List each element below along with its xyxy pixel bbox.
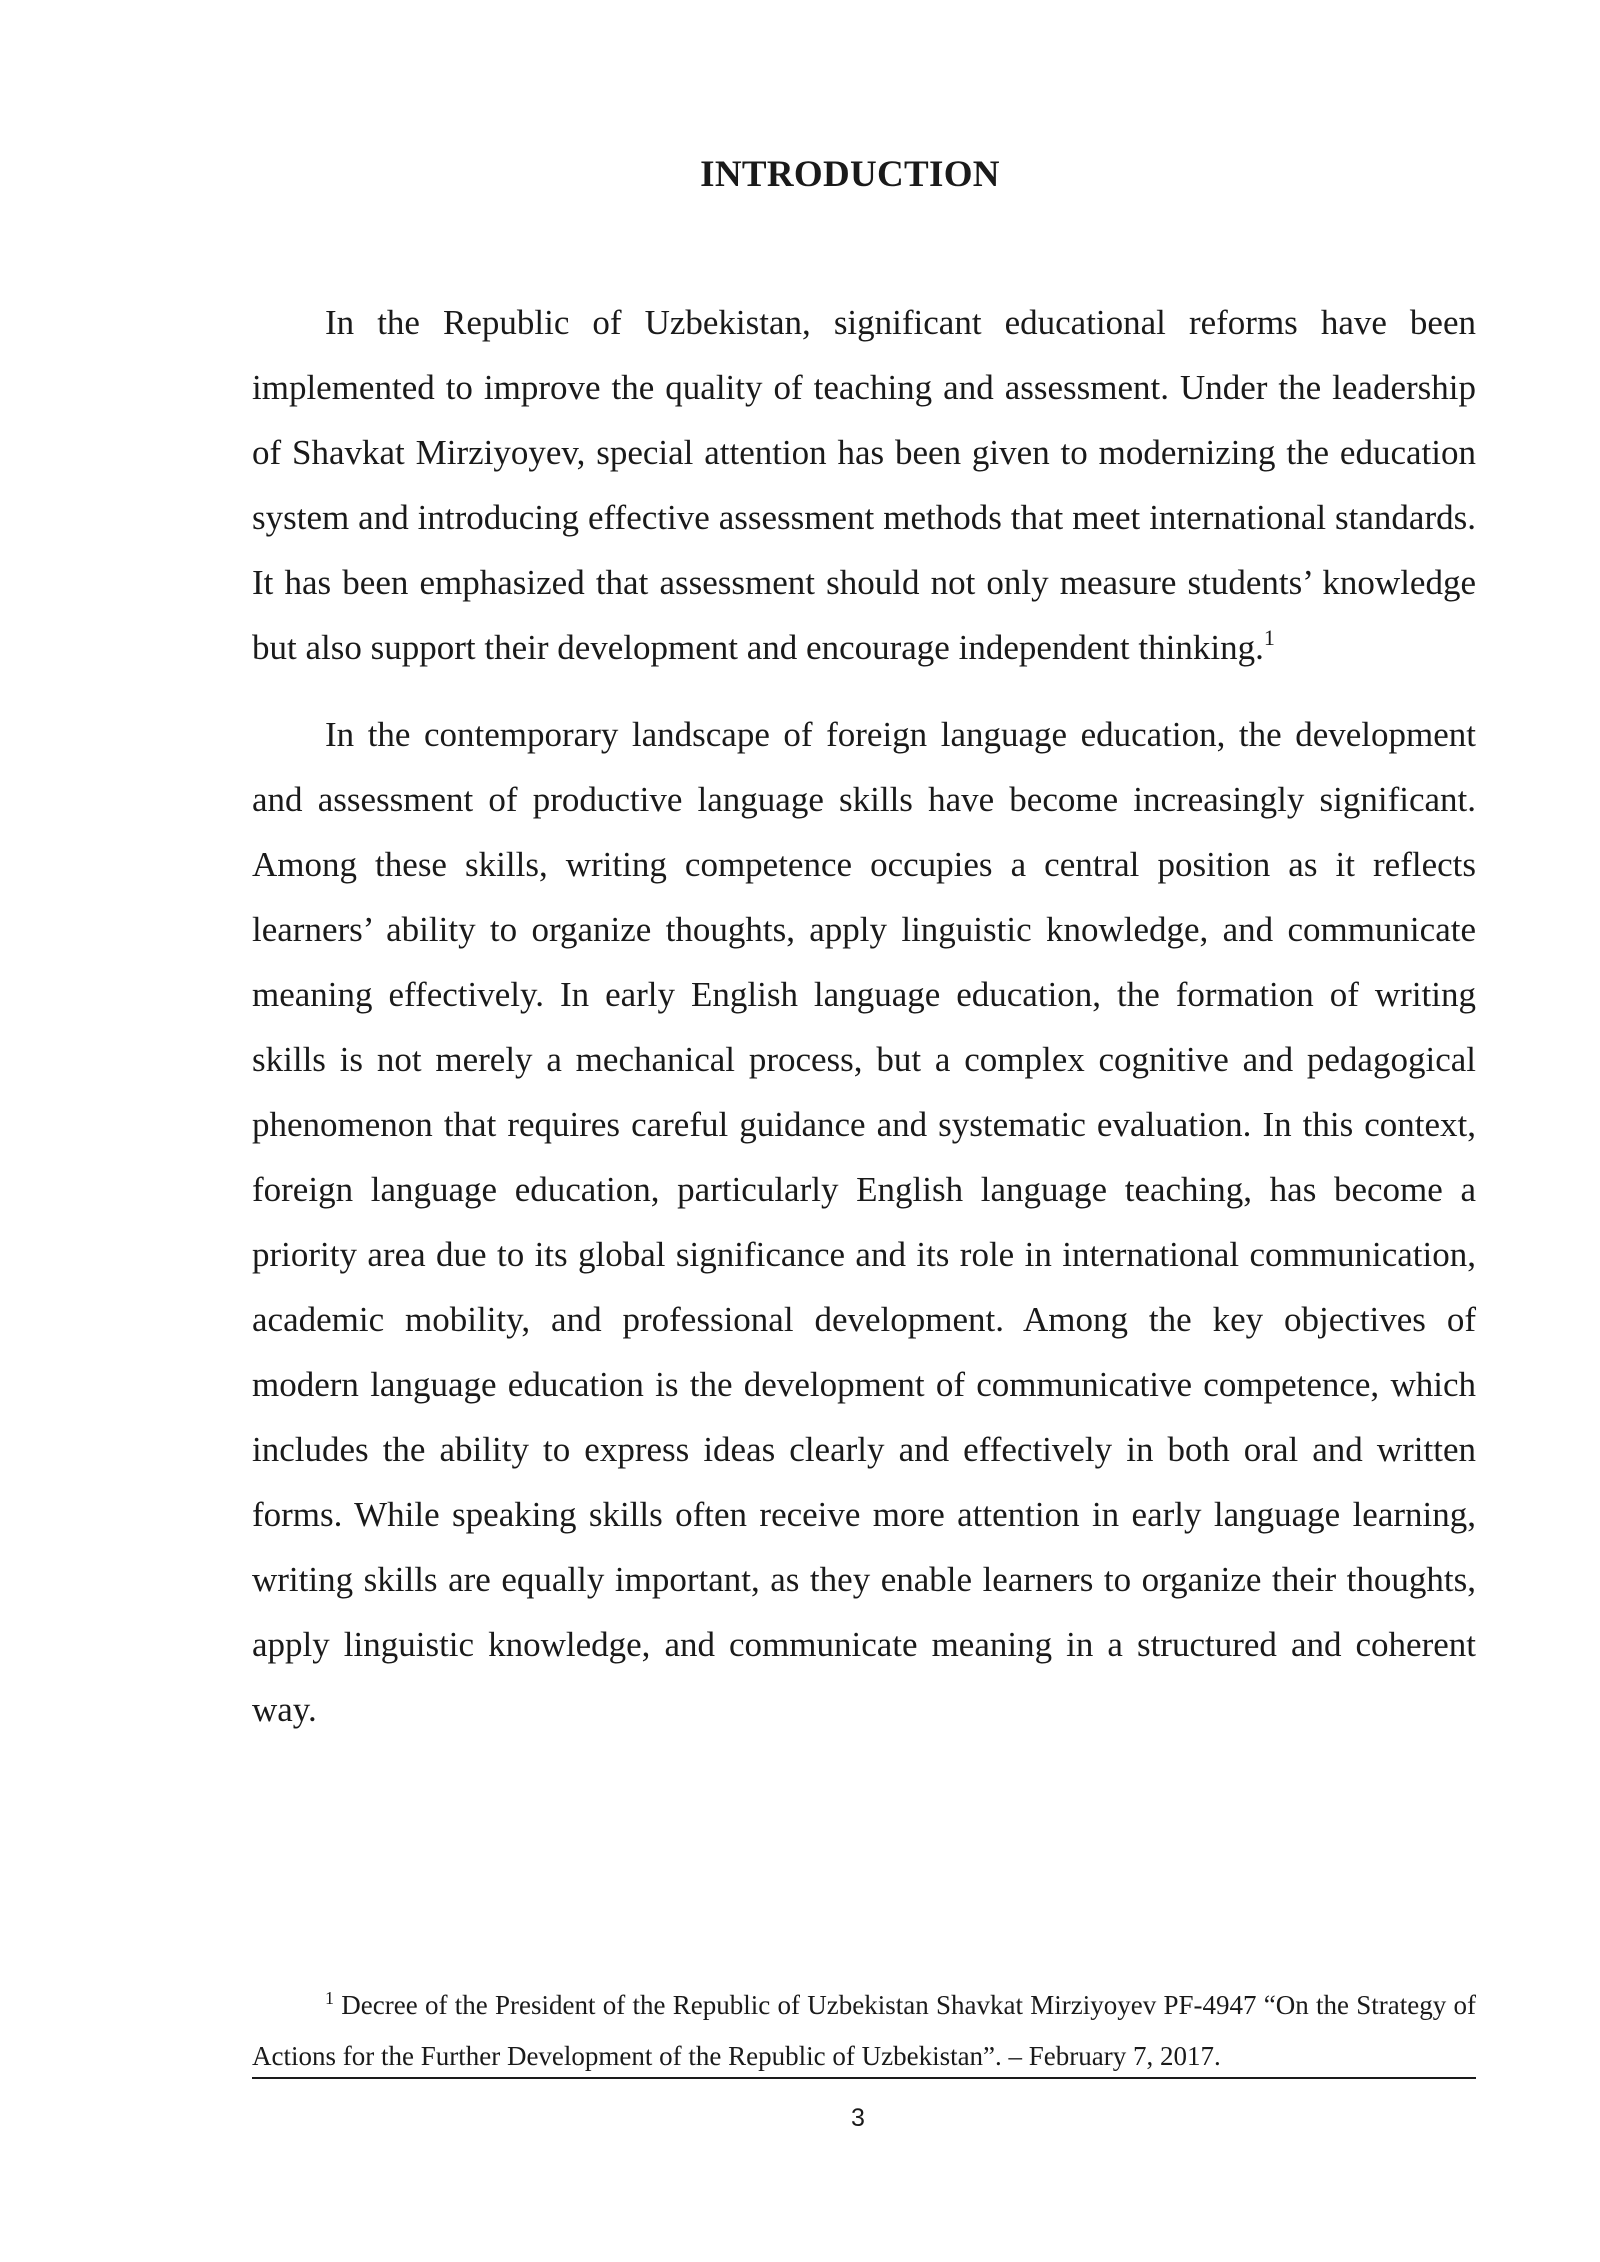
paragraph-text: In the Republic of Uzbekistan, significant educational reforms have been implemented to improve the quality of teaching and assessment. Under the leadership of Shavkat Mirziyoyev, special attention has been given to modernizing the education system and introducing effective assessment methods that meet international standards. It has been emphasized that assessment should not only measure students’ knowledge but also support their development and encourage independent thinking. [252, 303, 1476, 667]
paragraph-2 [252, 702, 1476, 1742]
body-text [252, 290, 1476, 1764]
footnote-divider [252, 2077, 1476, 2079]
footnote-text: Decree of the President of the Republic of Uzbekistan Shavkat Mirziyoyev PF-4947 “On the Strategy of Actions for the Further Development of the Republic of Uzbekistan”. – February 7, 2017. [252, 1990, 1477, 2071]
paragraph-text: In the contemporary landscape of foreign language education, the development and assessment of productive language skills have become increasingly significant. Among these skills, writing competence occupies a central position as it reflects learners’ ability to organize thoughts, apply linguistic knowledge, and communicate meaning effectively. In early English language education, the formation of writing skills is not merely a mechanical process, but a complex cognitive and pedagogical phenomenon that requires careful guidance and systematic evaluation. In this context, foreign language education, particularly English language teaching, has become a priority area due to its global significance and its role in international communication, academic mobility, and professional development. Among the key objectives of modern language education is the development of communicative competence, which includes the ability to express ideas clearly and effectively in both oral and written forms. While speaking skills often receive more attention in early language learning, writing skills are equally important, as they enable learners to organize their thoughts, apply linguistic knowledge, and communicate meaning in a structured and coherent way. [252, 715, 1476, 1729]
footnote-reference: 1 [1263, 625, 1275, 650]
footnote [252, 1980, 1476, 2082]
footnote-marker: 1 [325, 1988, 334, 2008]
page-number: 3 [851, 2104, 865, 2132]
page-title: INTRODUCTION [700, 154, 1000, 195]
paragraph-1 [252, 290, 1476, 680]
